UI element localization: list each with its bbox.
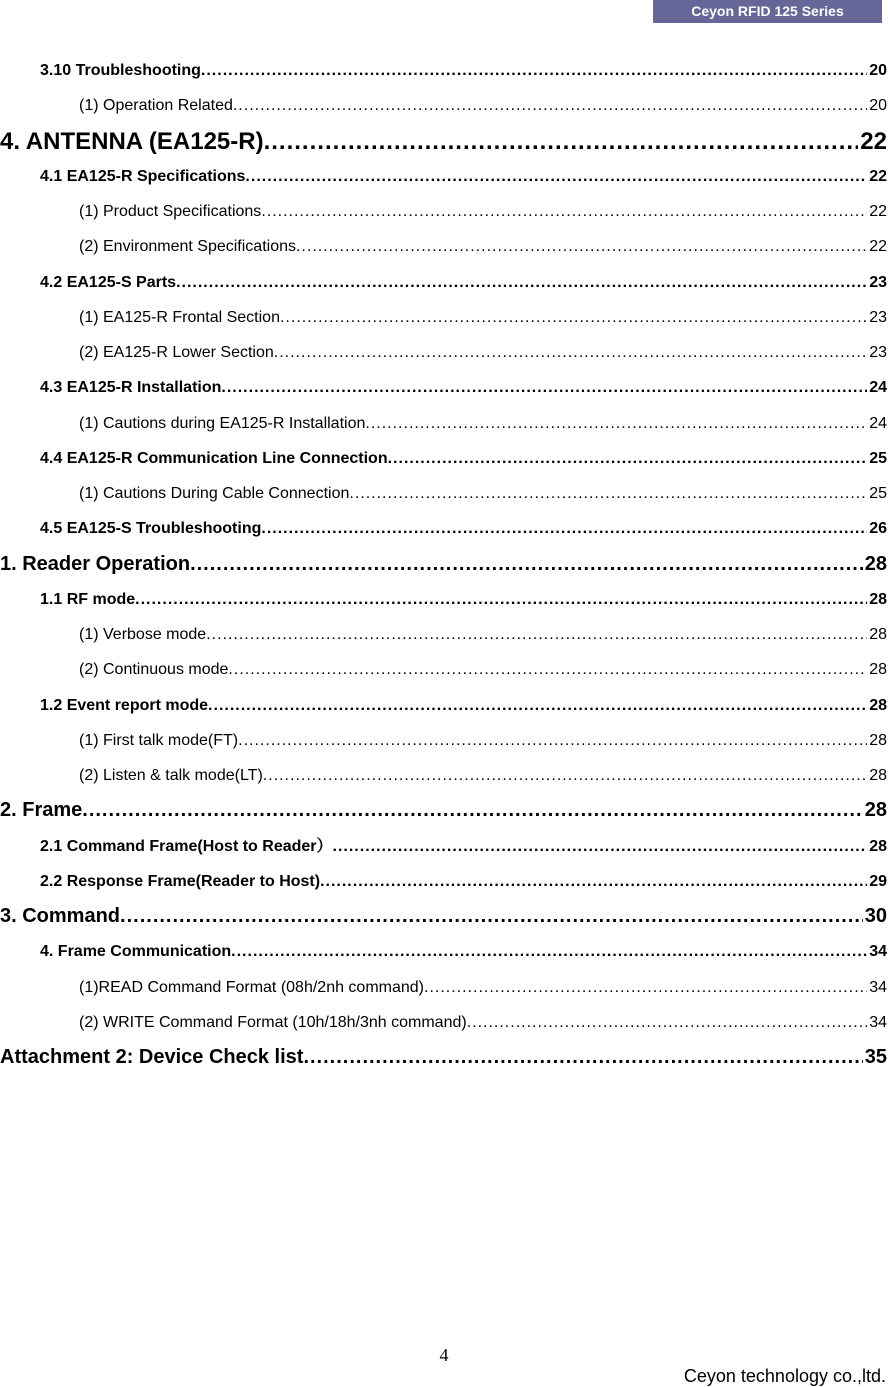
- toc-entry-page: 28: [869, 837, 887, 855]
- toc-entry-page: 22: [869, 238, 887, 256]
- toc-entry-title: 1.2 Event report mode: [40, 696, 209, 714]
- toc-entry[interactable]: [0, 1005, 887, 1040]
- toc-entry[interactable]: [0, 617, 887, 652]
- dot-leader: [303, 1040, 862, 1075]
- dot-leader: [221, 370, 867, 405]
- dot-leader: [261, 511, 867, 546]
- company-footer: Ceyon technology co.,ltd.: [683, 1366, 886, 1386]
- toc-entry-title: (2) Listen & talk mode(LT): [79, 767, 263, 784]
- toc-entry-title: 3. Command: [0, 905, 121, 927]
- page-number: 4: [439, 1345, 449, 1365]
- dot-leader: [238, 723, 867, 758]
- toc-entry[interactable]: [0, 970, 887, 1005]
- toc-entry[interactable]: [0, 899, 887, 934]
- toc-entry-title: 4.2 EA125-S Parts: [40, 273, 177, 291]
- toc-entry-page: 25: [869, 449, 887, 467]
- toc-entry-page: 34: [869, 978, 887, 996]
- dot-leader: [264, 124, 859, 159]
- toc-entry-title: 2. Frame: [0, 799, 83, 822]
- toc-entry[interactable]: [0, 441, 887, 476]
- toc-entry-title: (2) Continuous mode: [79, 661, 229, 679]
- dot-leader: [228, 652, 867, 687]
- toc-entry[interactable]: [0, 582, 887, 617]
- toc-entry-title: 4.5 EA125-S Troubleshooting: [40, 520, 262, 538]
- toc-entry-title: 4.1 EA125-R Specifications: [40, 167, 246, 185]
- toc-entry[interactable]: [0, 229, 887, 264]
- toc-entry-title: (1)READ Command Format (08h/2nh command): [79, 978, 425, 996]
- dot-leader: [201, 53, 867, 88]
- toc-entry[interactable]: [0, 688, 887, 723]
- dot-leader: [82, 793, 862, 828]
- toc-entry-page: 28: [869, 731, 887, 749]
- dot-leader: [296, 229, 867, 264]
- dot-leader: [280, 300, 867, 335]
- toc-entry-page: 22: [869, 203, 887, 220]
- toc-entry[interactable]: [0, 511, 887, 546]
- dot-leader: [135, 582, 867, 617]
- dot-leader: [245, 159, 867, 194]
- toc-entry-title: (1) Verbose mode: [79, 626, 207, 643]
- toc-entry-title: 2.1 Command Frame(Host to Reader）: [40, 837, 333, 855]
- dot-leader: [233, 88, 867, 123]
- toc-entry[interactable]: [0, 265, 887, 300]
- toc-entry-title: (1) Cautions during EA125-R Installation: [79, 414, 366, 432]
- toc-entry-title: 1.1 RF mode: [40, 590, 136, 608]
- toc-entry-title: 1. Reader Operation: [0, 552, 191, 575]
- toc-entry[interactable]: [0, 124, 887, 159]
- toc-entry[interactable]: [0, 476, 887, 511]
- toc-entry[interactable]: [0, 406, 887, 441]
- toc-entry-page: 34: [869, 943, 887, 961]
- toc-entry[interactable]: [0, 194, 887, 229]
- toc-entry-title: (1) Operation Related: [79, 97, 233, 115]
- toc-entry[interactable]: [0, 88, 887, 123]
- toc-entry-page: 20: [869, 62, 887, 79]
- toc-entry-page: 23: [869, 308, 887, 326]
- toc-entry-title: 4.3 EA125-R Installation: [40, 379, 222, 397]
- toc-entry-title: (2) EA125-R Lower Section: [79, 344, 274, 361]
- toc-entry-title: (1) EA125-R Frontal Section: [79, 308, 280, 326]
- toc-entry[interactable]: [0, 300, 887, 335]
- toc-entry[interactable]: [0, 335, 887, 370]
- toc-entry[interactable]: [0, 829, 887, 864]
- toc-entry-title: 4. ANTENNA (EA125-R): [0, 127, 264, 155]
- dot-leader: [467, 1005, 868, 1040]
- dot-leader: [261, 194, 867, 229]
- toc-entry-title: 4.4 EA125-R Communication Line Connection: [40, 449, 388, 467]
- toc-entry[interactable]: [0, 934, 887, 969]
- toc-entry-title: 3.10 Troubleshooting: [40, 62, 201, 79]
- toc-entry[interactable]: [0, 53, 887, 88]
- toc-entry-title: 2.2 Response Frame(Reader to Host): [40, 872, 321, 890]
- toc-entry-title: (1) Cautions During Cable Connection: [79, 485, 350, 502]
- dot-leader: [206, 617, 867, 652]
- toc-entry-page: 28: [864, 799, 887, 822]
- dot-leader: [388, 441, 868, 476]
- toc-entry-page: 30: [864, 905, 887, 927]
- toc-entry-title: (2) WRITE Command Format (10h/18h/3nh command): [79, 1013, 467, 1031]
- dot-leader: [274, 335, 867, 370]
- toc-entry-title: Attachment 2: Device Check list: [0, 1046, 304, 1068]
- table-of-contents: [0, 53, 887, 1075]
- toc-entry-page: 28: [869, 696, 887, 714]
- toc-entry[interactable]: [0, 547, 887, 582]
- toc-entry-page: 28: [869, 661, 887, 679]
- toc-entry-page: 28: [864, 552, 887, 575]
- dot-leader: [263, 758, 867, 793]
- toc-entry-page: 24: [869, 379, 887, 397]
- toc-entry-page: 23: [869, 344, 887, 361]
- toc-entry-page: 34: [869, 1013, 887, 1031]
- dot-leader: [424, 970, 867, 1005]
- dot-leader: [208, 688, 867, 723]
- toc-entry-title: (2) Environment Specifications: [79, 238, 296, 256]
- dot-leader: [120, 899, 863, 934]
- dot-leader: [190, 547, 863, 582]
- toc-entry-page: 20: [869, 97, 887, 115]
- dot-leader: [349, 476, 867, 511]
- toc-entry-page: 28: [869, 767, 887, 784]
- toc-entry-title: (1) First talk mode(FT): [79, 731, 239, 749]
- toc-entry-page: 35: [864, 1046, 887, 1068]
- dot-leader: [320, 864, 867, 899]
- toc-entry-page: 25: [869, 485, 887, 502]
- series-banner: Ceyon RFID 125 Series: [653, 0, 882, 23]
- dot-leader: [231, 934, 867, 969]
- toc-entry-page: 28: [869, 626, 887, 643]
- toc-entry[interactable]: [0, 159, 887, 194]
- toc-entry[interactable]: [0, 723, 887, 758]
- toc-entry[interactable]: [0, 1040, 887, 1075]
- toc-entry[interactable]: [0, 758, 887, 793]
- toc-entry[interactable]: [0, 864, 887, 899]
- toc-entry[interactable]: [0, 652, 887, 687]
- dot-leader: [365, 406, 867, 441]
- toc-entry-page: 22: [869, 167, 887, 185]
- toc-entry-page: 26: [869, 520, 887, 538]
- toc-entry-page: 23: [869, 273, 887, 291]
- dot-leader: [176, 265, 867, 300]
- toc-entry[interactable]: [0, 793, 887, 828]
- toc-entry-title: 4. Frame Communication: [40, 943, 232, 961]
- toc-entry-page: 28: [869, 590, 887, 608]
- toc-entry-title: (1) Product Specifications: [79, 203, 262, 220]
- toc-entry-page: 24: [869, 414, 887, 432]
- toc-entry-page: 29: [869, 872, 887, 890]
- toc-entry-page: 22: [860, 127, 887, 155]
- toc-entry[interactable]: [0, 370, 887, 405]
- dot-leader: [333, 829, 868, 864]
